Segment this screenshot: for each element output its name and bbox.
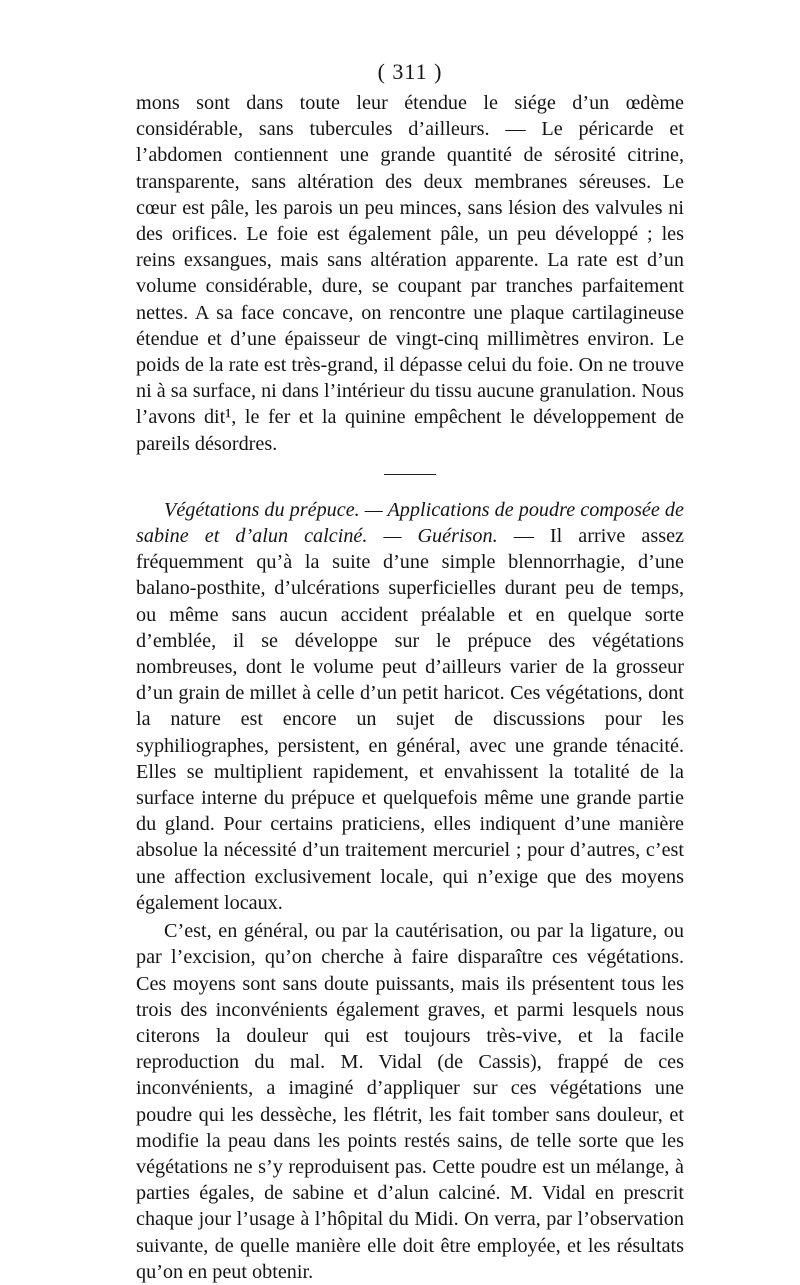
page-number: ( 311 ) xyxy=(377,59,443,84)
section-title: Végétations du prépuce. — Applications de poudre composée de sabine et d’alun calciné. — Guérison. xyxy=(136,498,684,548)
section-divider xyxy=(384,474,436,475)
section-intro-text: — Il arrive assez fréquemment qu’à la suite d’une simple blennorrhagie, d’une balano-posthite, d’ulcérations superficielles durant peu de temps, ou même sans aucun accident préalable et en quelque sorte d’emblée, il se développe sur le prépuce des végétations nombreuses, dont le volume peut d’ailleurs varier de la grosseur d’un grain de millet à celle d’un petit haricot. Ces végétations, dont la nature est encore un sujet de discussions pour les syphiliographes, persistent, en général, avec une grande ténacité. Elles se multiplient rapidement, et envahissent la totalité de la surface interne du prépuce et quelquefois même une grande partie du gland. Pour certains praticiens, elles indiquent d’une manière absolue la nécessité d’un traitement mercuriel ; pour d’autres, c’est une affection exclusivement locale, qui n’exige que des moyens également locaux. xyxy=(136,525,684,914)
paragraph-treatment: C’est, en général, ou par la cautérisation, ou par la ligature, ou par l’excision, qu’on cherche à faire disparaître ces végétations. Ces moyens sont sans doute puissants, mais ils présentent tous les trois des inconvénients également graves, et parmi lesquels nous citerons la douleur qui est toujours très-vive, et la facile reproduction du mal. M. Vidal (de Cassis), frappé de ces inconvénients, a imaginé d’appliquer sur ces végétations une poudre qui les dessèche, les flétrit, les fait tomber sans douleur, et modifie la peau dans les points restés sains, de telle sorte que les végétations ne s’y reproduisent pas. Cette poudre est un mélange, à parties égales, de sabine et d’alun calciné. M. Vidal en prescrit chaque jour l’usage à l’hôpital du Midi. On verra, par l’observation suivante, de quelle manière elle doit être employée, et les résultats qu’on en peut obtenir. xyxy=(136,920,684,1283)
book-page xyxy=(136,58,684,1285)
section-paragraph xyxy=(136,497,684,916)
paragraph-autopsy-continuation: mons sont dans toute leur étendue le siége d’un œdème considérable, sans tubercules d’ailleurs. — Le péricarde et l’abdomen contiennent une grande quantité de sérosité citrine, transparente, sans altération des deux membranes séreuses. Le cœur est pâle, les parois un peu minces, sans lésion des valvules ni des orifices. Le foie est également pâle, un peu développé ; les reins exsangues, mais sans altération apparente. La rate est d’un volume considérable, dure, se coupant par tranches parfaitement nettes. A sa face concave, on rencontre une plaque cartilagineuse étendue et d’une épaisseur de vingt-cinq millimètres environ. Le poids de la rate est très-grand, il dépasse celui du foie. On ne trouve ni à sa surface, ni dans l’intérieur du tissu aucune granulation. Nous l’avons dit¹, le fer et la quinine empêchent le développement de pareils désordres. xyxy=(136,92,684,455)
